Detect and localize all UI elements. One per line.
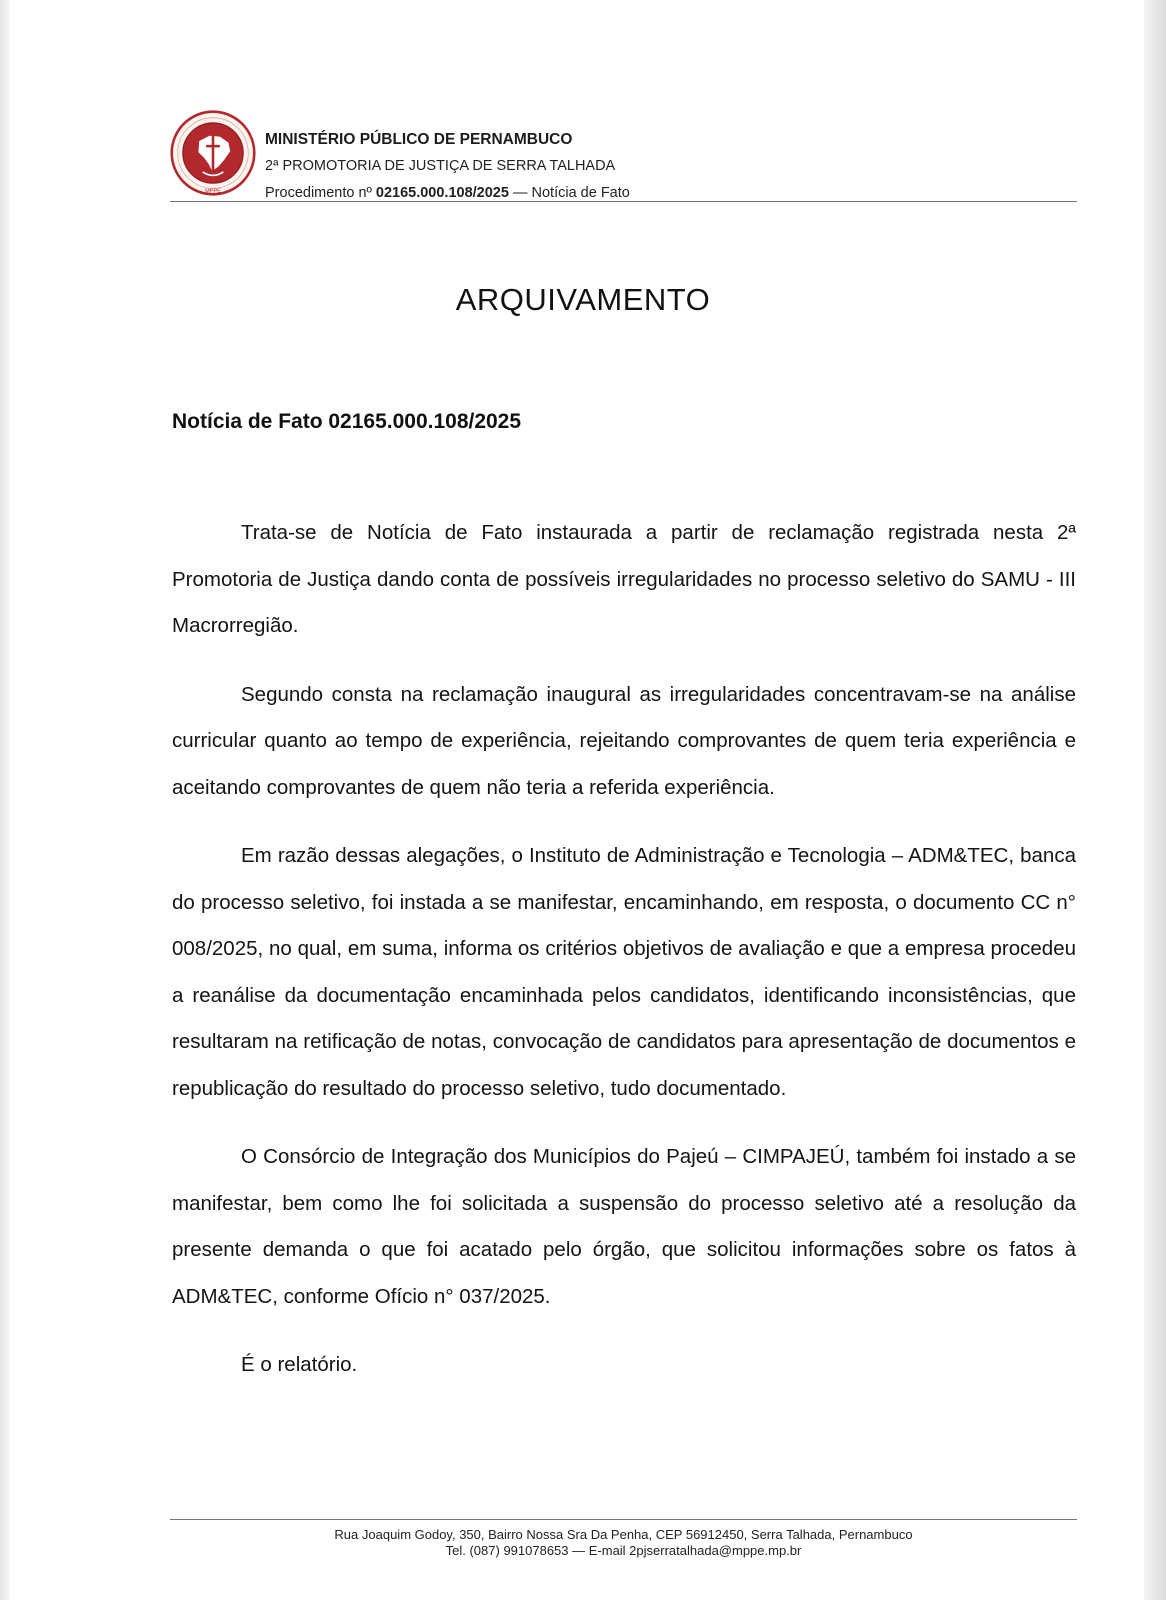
page-edge-right bbox=[1144, 0, 1166, 1600]
footer-contact: Tel. (087) 991078653 — E-mail 2pjserratalhada@mppe.mp.br bbox=[445, 1543, 802, 1558]
document-subject: Notícia de Fato 02165.000.108/2025 bbox=[172, 410, 522, 433]
letterhead bbox=[170, 110, 1076, 202]
procedure-label: Procedimento nº bbox=[265, 185, 376, 201]
procedure-number: 02165.000.108/2025 bbox=[375, 185, 509, 201]
page-edge-left bbox=[0, 0, 10, 1600]
mppe-seal-icon bbox=[170, 110, 256, 196]
footer-address: Rua Joaquim Godoy, 350, Bairro Nossa Sra Da Penha, CEP 56912450, Serra Talhada, Pernambuco bbox=[334, 1527, 913, 1542]
body-paragraph: O Consórcio de Integração dos Municípios do Pajeú – CIMPAJEÚ, também foi instado a se manifestar, bem como lhe foi solicitada a suspensão do processo seletivo até a resolução da presente demanda o que foi acatado pelo órgão, que solicitou informações sobre os fatos à ADM&TEC, conforme Ofício n° 037/2025. bbox=[172, 1145, 1076, 1308]
document-title: ARQUIVAMENTO bbox=[455, 282, 711, 317]
body-paragraph: Trata-se de Notícia de Fato instaurada a partir de reclamação registrada nesta 2ª Promotoria de Justiça dando conta de possíveis irregularidades no processo seletivo do SAMU - III Macrorregião. bbox=[172, 521, 1076, 637]
header-divider bbox=[170, 201, 1077, 202]
body-paragraph: Em razão dessas alegações, o Instituto de Administração e Tecnologia – ADM&TEC, banca do processo seletivo, foi instada a se manifestar, encaminhando, em resposta, o documento CC n° 008/2025, no qual, em suma, informa os critérios objetivos de avaliação e que a empresa procedeu a reanálise da documentação encaminhada pelos candidatos, identificando inconsistências, que resultaram na retificação de notas, convocação de candidatos para apresentação de documentos e republicação do resultado do processo seletivo, tudo documentado. bbox=[172, 844, 1076, 1100]
svg-text:MPPE: MPPE bbox=[205, 188, 221, 195]
body-paragraph: Segundo consta na reclamação inaugural as irregularidades concentravam-se na análise curricular quanto ao tempo de experiência, rejeitando comprovantes de quem teria experiência e aceitando comprovantes de quem não teria a referida experiência. bbox=[172, 682, 1076, 799]
body-paragraph: É o relatório. bbox=[241, 1353, 358, 1376]
footer bbox=[170, 1527, 1077, 1559]
department-name: 2ª PROMOTORIA DE JUSTIÇA DE SERRA TALHADA bbox=[265, 158, 616, 174]
document-body bbox=[172, 510, 1076, 1411]
organization-name: MINISTÉRIO PÚBLICO DE PERNAMBUCO bbox=[265, 131, 573, 148]
procedure-type: — Notícia de Fato bbox=[508, 185, 630, 201]
procedure-line bbox=[265, 180, 630, 207]
footer-divider bbox=[170, 1519, 1077, 1520]
